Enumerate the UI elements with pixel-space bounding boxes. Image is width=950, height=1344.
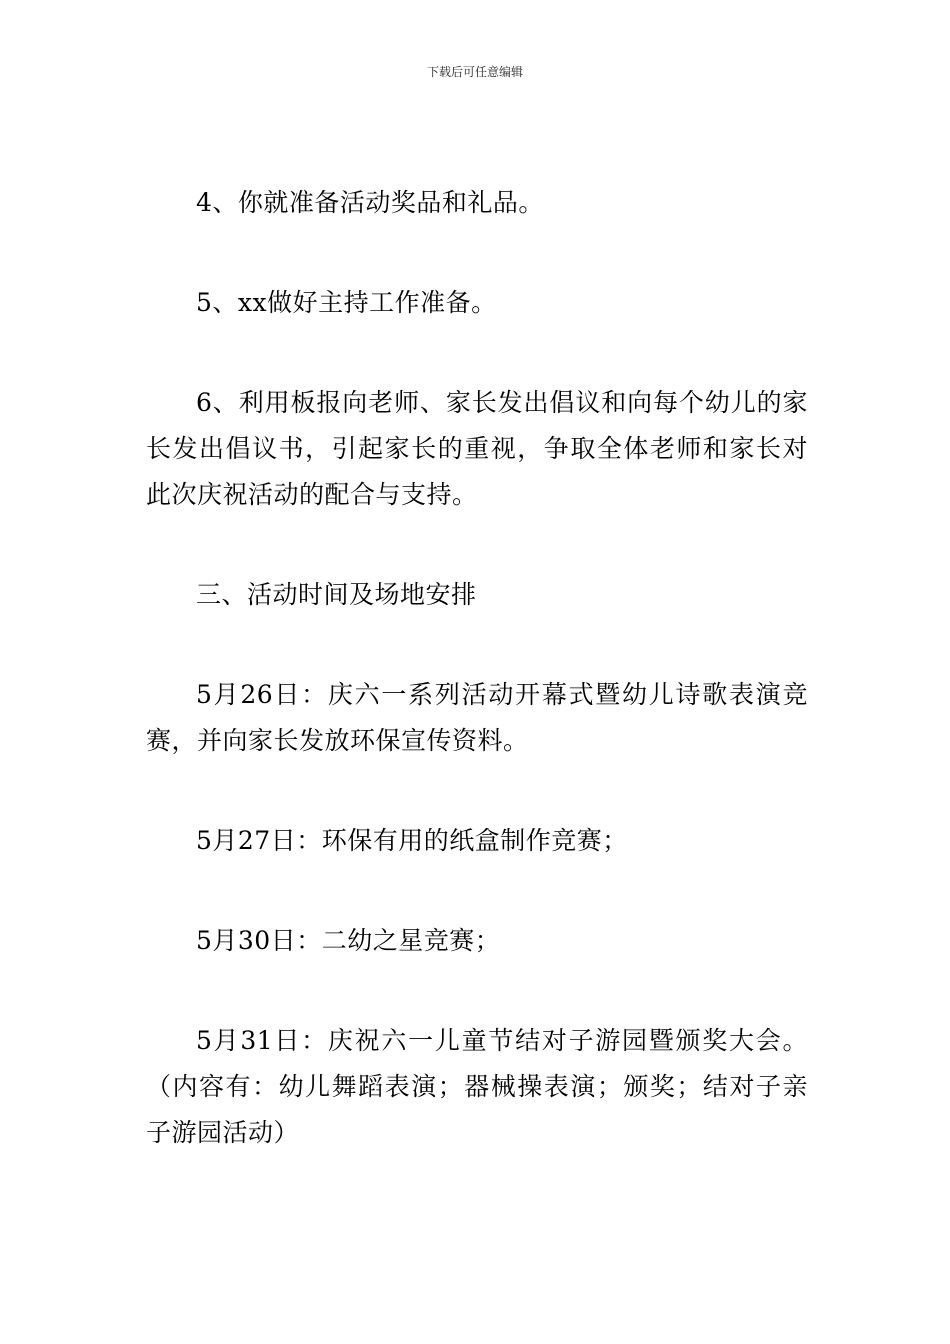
page-header: 下载后可任意编辑 <box>426 65 523 79</box>
paragraph-item-5: 5、xx做好主持工作准备。 <box>196 288 497 317</box>
paragraph-item-6: 6、利用板报向老师、家长发出倡议和向每个幼儿的家长发出倡议书，引起家长的重视，争取全体老师和家长对此次庆祝活动的配合与支持。 <box>146 388 808 509</box>
paragraph-item-4: 4、你就准备活动奖品和礼品。 <box>196 188 544 217</box>
schedule-item-may-26: 5月26日：庆六一系列活动开幕式暨幼儿诗歌表演竞赛，并向家长发放环保宣传资料。 <box>146 680 808 755</box>
section-heading-schedule: 三、活动时间及场地安排 <box>196 580 477 609</box>
schedule-item-may-31: 5月31日：庆祝六一儿童节结对子游园暨颁奖大会。（内容有：幼儿舞蹈表演；器械操表演；颁奖；结对子亲子游园活动） <box>146 1026 808 1147</box>
document-body <box>146 180 808 1156</box>
schedule-item-may-30: 5月30日：二幼之星竞赛； <box>196 926 501 955</box>
schedule-item-may-27: 5月27日：环保有用的纸盒制作竞赛； <box>196 826 628 855</box>
